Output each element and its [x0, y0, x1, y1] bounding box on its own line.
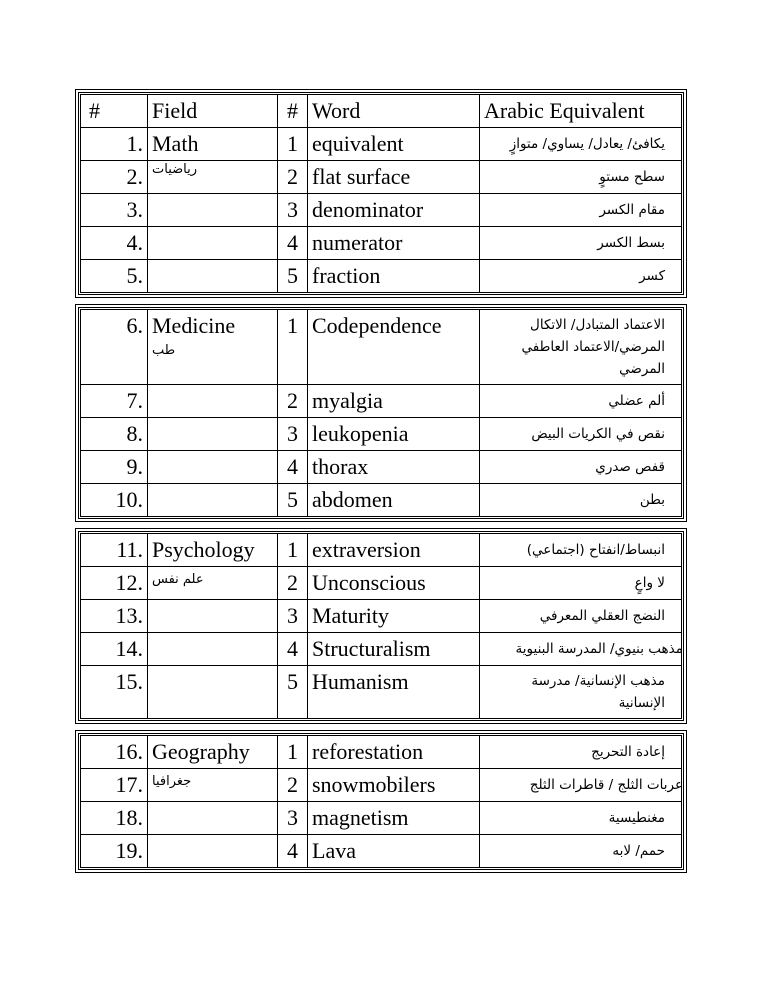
word: reforestation — [307, 736, 479, 768]
field-empty — [147, 227, 277, 259]
arabic-equivalent: بطن — [479, 484, 687, 516]
word: numerator — [307, 227, 479, 259]
table-header — [81, 95, 681, 127]
word: equivalent — [307, 128, 479, 160]
word: flat surface — [307, 161, 479, 193]
table-row — [81, 483, 681, 516]
table-row — [81, 127, 681, 160]
group-math — [78, 92, 684, 295]
field-empty — [147, 385, 277, 417]
word-index: 1 — [277, 736, 307, 768]
word-index: 1 — [277, 128, 307, 160]
table-row — [81, 599, 681, 632]
word-index: 2 — [277, 385, 307, 417]
word: magnetism — [307, 802, 479, 834]
word-index: 3 — [277, 418, 307, 450]
arabic-equivalent: مذهب بنيوي/ المدرسة البنيوية — [479, 633, 687, 665]
row-number: 8. — [126, 421, 143, 446]
word-index: 3 — [277, 194, 307, 226]
word-index: 2 — [277, 769, 307, 801]
field-arabic-label: جغرافيا — [152, 774, 192, 789]
table-row — [81, 801, 681, 834]
table-row — [81, 632, 681, 665]
field-empty — [147, 260, 277, 292]
word-index: 1 — [277, 310, 307, 384]
field-empty — [147, 666, 277, 718]
table-row — [81, 259, 681, 292]
table-row — [81, 193, 681, 226]
group-geography — [78, 733, 684, 870]
table-row — [81, 834, 681, 867]
group-medicine — [78, 307, 684, 519]
field-empty — [147, 484, 277, 516]
field-name: Medicine — [152, 313, 236, 338]
word-index: 2 — [277, 567, 307, 599]
field-empty — [147, 451, 277, 483]
row-number: 6. — [126, 313, 143, 338]
word: leukopenia — [307, 418, 479, 450]
field-empty — [147, 194, 277, 226]
field-arabic-label: طب — [152, 343, 176, 358]
word: abdomen — [307, 484, 479, 516]
field-name: Math — [147, 128, 277, 160]
table-row — [81, 566, 681, 599]
row-number: 2. — [126, 164, 143, 189]
header-field: Field — [147, 95, 277, 127]
table-row — [81, 310, 681, 384]
arabic-equivalent: يكافئ/ يعادل/ يساوي/ متوازٍ — [479, 128, 687, 160]
group-psychology — [78, 531, 684, 721]
row-number: 1. — [126, 131, 143, 156]
header-arabic: Arabic Equivalent — [479, 95, 687, 127]
word: fraction — [307, 260, 479, 292]
row-number: 11. — [116, 537, 143, 562]
header-num: # — [89, 98, 100, 123]
field-name-arabic — [147, 567, 277, 599]
word-index: 2 — [277, 161, 307, 193]
word-index: 3 — [277, 600, 307, 632]
word: Structuralism — [307, 633, 479, 665]
row-number: 9. — [126, 454, 143, 479]
table-row — [81, 534, 681, 566]
table-row — [81, 736, 681, 768]
arabic-equivalent: مذهب الإنسانية/ مدرسة الإنسانية — [479, 666, 687, 718]
header-word: Word — [307, 95, 479, 127]
arabic-equivalent: مغنطيسية — [479, 802, 687, 834]
word-index: 4 — [277, 633, 307, 665]
row-number: 17. — [115, 772, 143, 797]
field-arabic-label: علم نفس — [152, 572, 204, 587]
row-number: 18. — [115, 805, 143, 830]
row-number: 3. — [126, 197, 143, 222]
field-name: Geography — [147, 736, 277, 768]
word-index: 4 — [277, 451, 307, 483]
table-row — [81, 450, 681, 483]
arabic-equivalent: النضج العقلي المعرفي — [479, 600, 687, 632]
field-name: Psychology — [147, 534, 277, 566]
row-number: 16. — [115, 739, 143, 764]
word-index: 1 — [277, 534, 307, 566]
word: denominator — [307, 194, 479, 226]
arabic-equivalent: إعادة التحريج — [479, 736, 687, 768]
word: Unconscious — [307, 567, 479, 599]
field-name-arabic — [147, 161, 277, 193]
word: Codependence — [307, 310, 479, 384]
word: Humanism — [307, 666, 479, 718]
row-number: 13. — [115, 603, 143, 628]
arabic-equivalent: ألم عضلي — [479, 385, 687, 417]
arabic-equivalent: انبساط/انفتاح (اجتماعي) — [479, 534, 687, 566]
field-empty — [147, 418, 277, 450]
word-index: 4 — [277, 835, 307, 867]
table-row — [81, 417, 681, 450]
arabic-equivalent: قفص صدري — [479, 451, 687, 483]
word-index: 4 — [277, 227, 307, 259]
table-row — [81, 768, 681, 801]
table-row — [81, 384, 681, 417]
arabic-equivalent: كسر — [479, 260, 687, 292]
row-number: 12. — [115, 570, 143, 595]
arabic-equivalent: الاعتماد المتبادل/ الاتكال المرضي/الاعتماد العاطفي المرضي — [479, 310, 687, 384]
arabic-equivalent: عربات الثلج / قاطرات الثلج — [479, 769, 687, 801]
vocabulary-table — [78, 92, 684, 882]
row-number: 4. — [126, 230, 143, 255]
word: thorax — [307, 451, 479, 483]
field-empty — [147, 633, 277, 665]
row-number: 7. — [126, 388, 143, 413]
word-index: 3 — [277, 802, 307, 834]
field-empty — [147, 835, 277, 867]
field-empty — [147, 802, 277, 834]
word: snowmobilers — [307, 769, 479, 801]
arabic-equivalent: حمم/ لابه — [479, 835, 687, 867]
arabic-equivalent: بسط الكسر — [479, 227, 687, 259]
arabic-equivalent: نقص في الكريات البيض — [479, 418, 687, 450]
word: Maturity — [307, 600, 479, 632]
table-row — [81, 226, 681, 259]
arabic-equivalent: مقام الكسر — [479, 194, 687, 226]
arabic-equivalent: سطح مستوٍ — [479, 161, 687, 193]
field-name-arabic — [147, 769, 277, 801]
word: Lava — [307, 835, 479, 867]
table-row — [81, 665, 681, 718]
word-index: 5 — [277, 260, 307, 292]
row-number: 19. — [115, 838, 143, 863]
word: myalgia — [307, 385, 479, 417]
word: extraversion — [307, 534, 479, 566]
row-number: 15. — [115, 669, 143, 694]
row-number: 10. — [115, 487, 143, 512]
field-arabic-label: رياضيات — [152, 162, 198, 177]
row-number: 14. — [115, 636, 143, 661]
table-row — [81, 160, 681, 193]
arabic-equivalent: لا واعٍ — [479, 567, 687, 599]
row-number: 5. — [126, 263, 143, 288]
word-index: 5 — [277, 666, 307, 718]
header-idx: # — [277, 95, 307, 127]
field-cell — [147, 310, 277, 384]
field-empty — [147, 600, 277, 632]
word-index: 5 — [277, 484, 307, 516]
